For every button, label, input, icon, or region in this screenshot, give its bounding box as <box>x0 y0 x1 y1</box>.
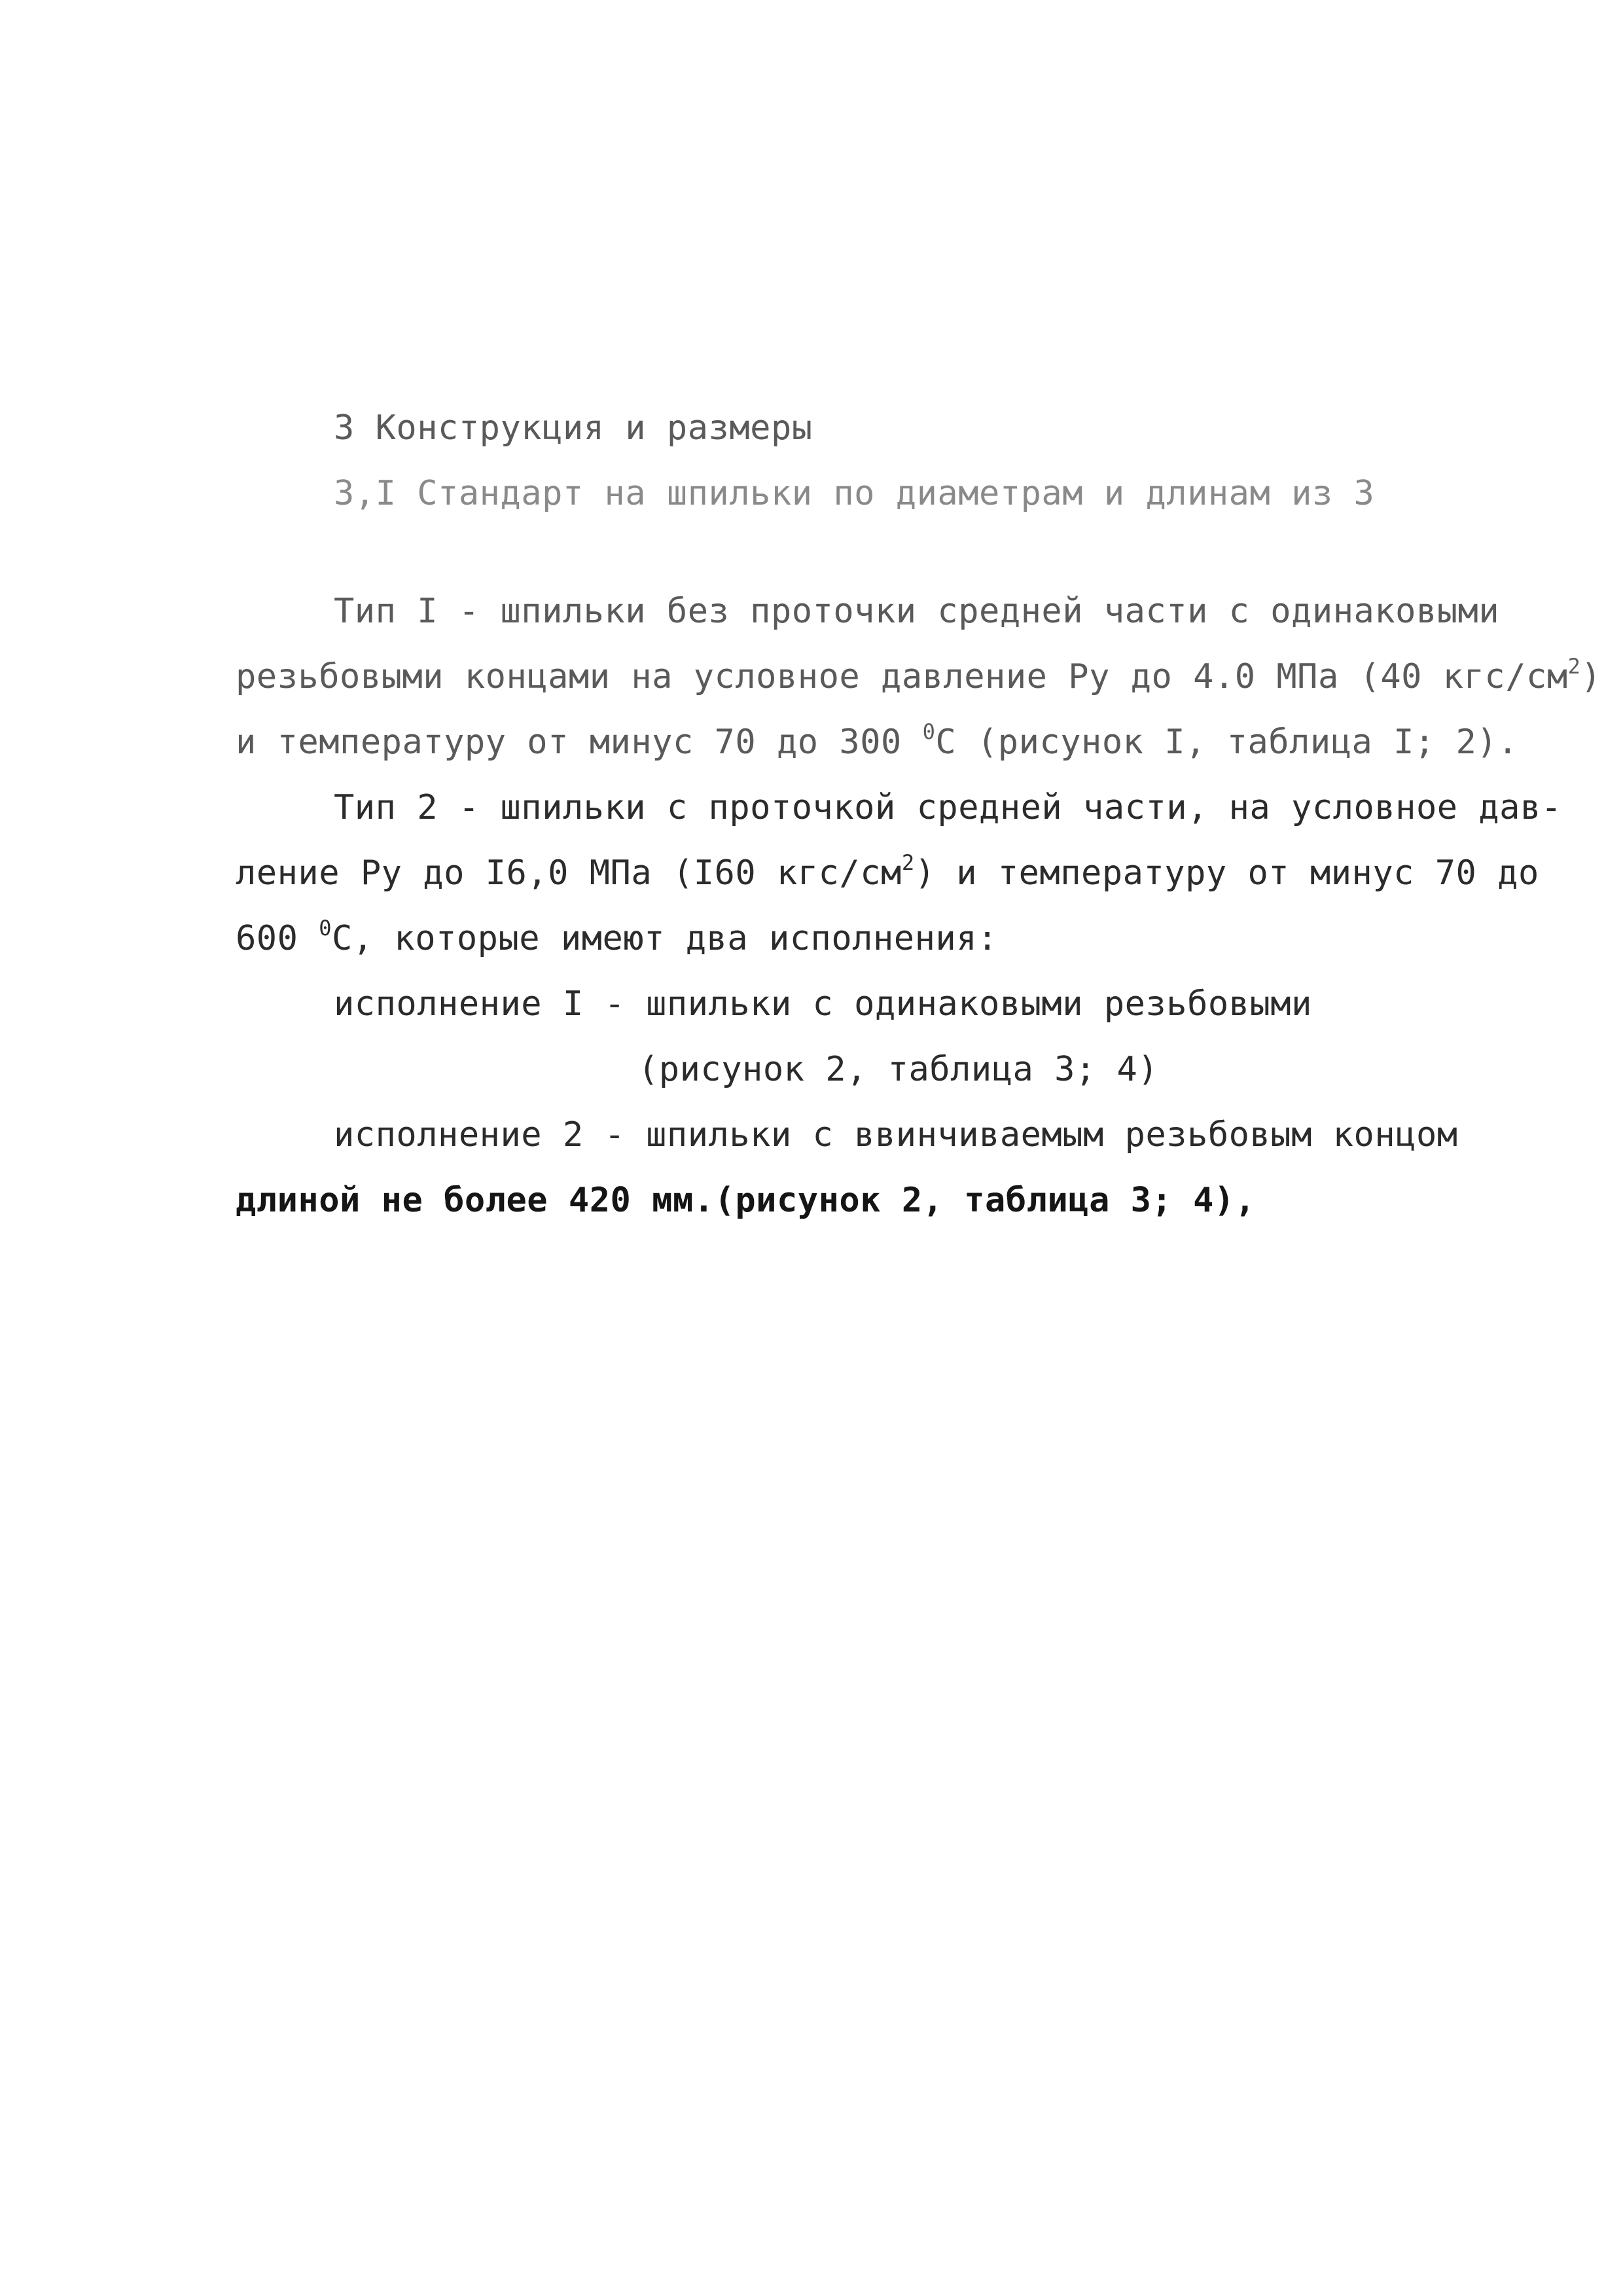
type1-line-3-text: и температуру от минус 70 до 300 <box>236 723 923 762</box>
execution2-line-2: длиной не более 420 мм.(рисунок 2, таблица 3; 4), <box>236 1181 1256 1220</box>
type2-line-2-end: ) и температуру от минус 70 до <box>914 853 1539 893</box>
type1-line-2-text: резьбовыми концами на условное давление Ру до 4.0 МПа (40 кгс/см <box>236 657 1568 696</box>
execution1-line-1: исполнение I - шпильки с одинаковыми резьбовыми <box>334 984 1312 1024</box>
type2-line-3 <box>236 916 998 958</box>
type1-line-2-end: ) <box>1580 657 1602 696</box>
type2-line-2 <box>236 850 1539 893</box>
type2-line-3-text: 600 <box>236 919 319 958</box>
execution1-line-2: (рисунок 2, таблица 3; 4) <box>638 1050 1159 1089</box>
superscript: 0 <box>922 719 936 744</box>
type1-line-3 <box>236 719 1518 762</box>
execution2-line-1: исполнение 2 - шпильки с ввинчиваемым резьбовым концом <box>334 1115 1458 1155</box>
type1-line-3-end: С (рисунок I, таблица I; 2). <box>935 723 1518 762</box>
section-heading: 3 Конструкция и размеры <box>334 408 813 448</box>
type2-line-1: Тип 2 - шпильки с проточкой средней части, на условное дав- <box>334 788 1562 827</box>
type1-line-1: Тип I - шпильки без проточки средней части с одинаковыми <box>334 592 1500 631</box>
superscript: 0 <box>319 916 332 941</box>
superscript: 2 <box>1567 654 1581 679</box>
type1-line-2 <box>236 654 1602 696</box>
superscript: 2 <box>901 850 915 875</box>
type2-line-2-text: ление Ру до I6,0 МПа (I60 кгс/см <box>236 853 902 893</box>
subsection-line: 3,I Стандарт на шпильки по диаметрам и длинам из 3 <box>334 474 1375 513</box>
type2-line-3-end: С, которые имеют два исполнения: <box>332 919 998 958</box>
